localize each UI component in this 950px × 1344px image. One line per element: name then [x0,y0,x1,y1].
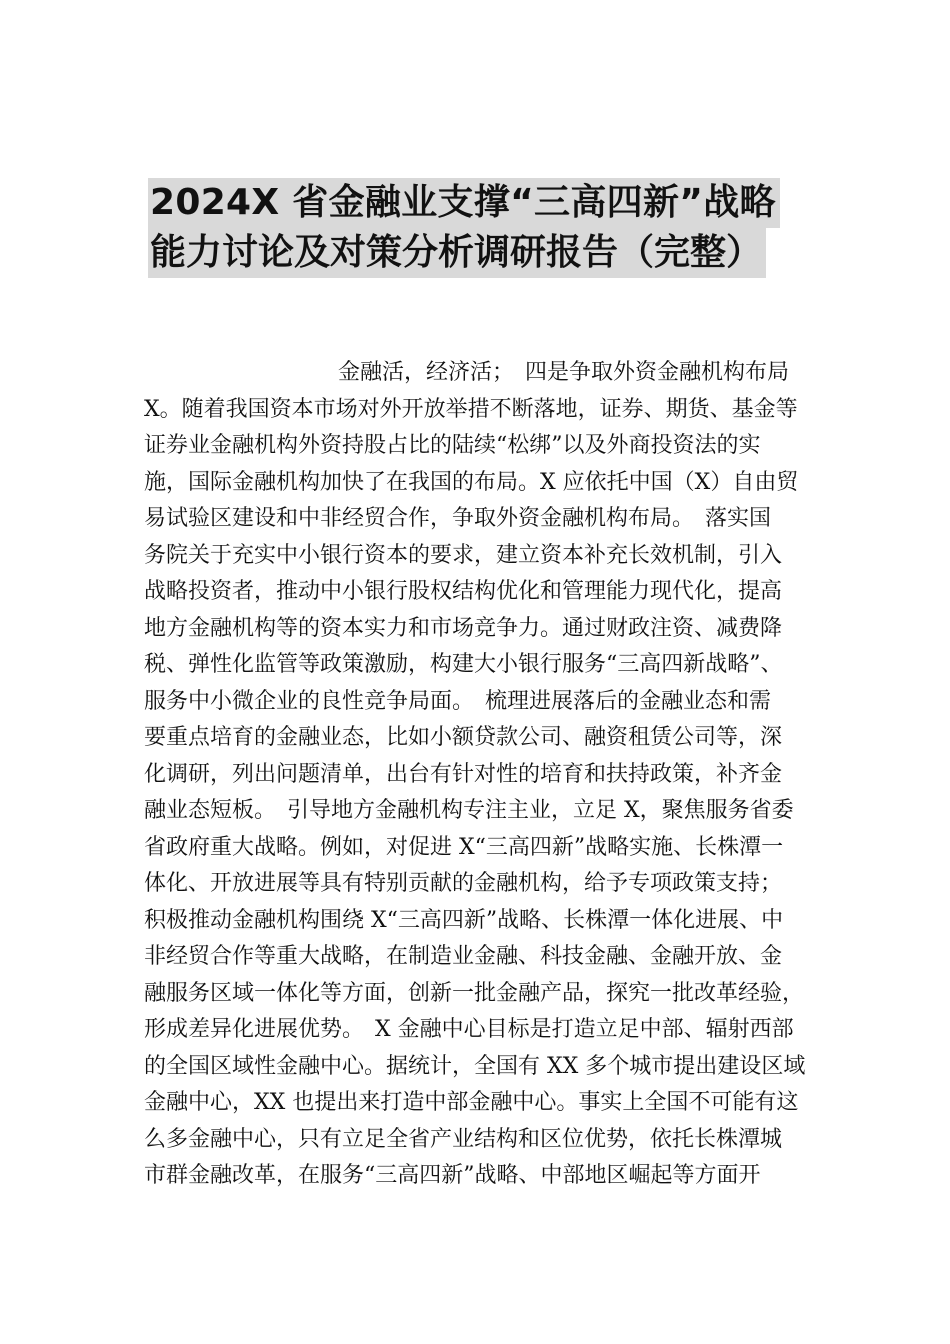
body-line: 积极推动金融机构围绕 X“三高四新”战略、长株潭一体化进展、中 [144,907,784,933]
body-line: 要重点培育的金融业态，比如小额贷款公司、融资租赁公司等，深 [144,725,783,750]
body-line: 战略投资者，推动中小银行股权结构优化和管理能力现代化，提高 [144,579,783,604]
body-line: 化调研，列出问题清单，出台有针对性的培育和扶持政策，补齐金 [144,761,783,787]
body-line: 的全国区域性金融中心。据统计，全国有 XX 多个城市提出建设区域 [144,1053,806,1079]
body-line: 体化、开放进展等具有特别贡献的金融机构，给予专项政策支持； [144,871,783,896]
body-line: 市群金融改革，在服务“三高四新”战略、中部地区崛起等方面开 [144,1163,761,1188]
body-line: 省政府重大战略。例如，对促进 X“三高四新”战略实施、长株潭一 [144,834,784,860]
document-title [148,178,808,278]
title-line-2: 能力讨论及对策分析调研报告（完整） [148,228,766,278]
body-line: 务院关于充实中小银行资本的要求，建立资本补充长效机制，引入 [144,542,783,568]
body-line: 非经贸合作等重大战略，在制造业金融、科技金融、金融开放、金 [144,944,783,969]
body-line: 施，国际金融机构加快了在我国的布局。X 应依托中国（X）自由贸 [144,469,799,495]
body-line: 证券业金融机构外资持股占比的陆续“松绑”以及外商投资法的实 [144,433,761,458]
body-line: 形成差异化进展优势。 X 金融中心目标是打造立足中部、辐射西部 [144,1017,794,1042]
title-line-1: 2024X 省金融业支撑“三高四新”战略 [148,178,780,228]
body-line: 金融活，经济活； 四是争取外资金融机构布局 [338,360,790,385]
body-line: 金融中心，XX 也提出来打造中部金融中心。事实上全国不可能有这 [144,1090,799,1115]
body-line: 么多金融中心，只有立足全省产业结构和区位优势，依托长株潭城 [144,1126,783,1152]
body-line: X。随着我国资本市场对外开放举措不断落地，证券、期货、基金等 [144,396,798,422]
body-line: 易试验区建设和中非经贸合作，争取外资金融机构布局。 落实国 [144,506,772,531]
body-line: 地方金融机构等的资本实力和市场竞争力。通过财政注资、减费降 [144,615,783,641]
body-line: 融服务区域一体化等方面，创新一批金融产品，探究一批改革经验， [144,980,805,1006]
body-line: 税、弹性化监管等政策激励，构建大小银行服务“三高四新战略”、 [144,652,783,677]
document-body [144,355,814,1195]
body-line: 融业态短板。 引导地方金融机构专注主业，立足 X，聚焦服务省委 [144,798,794,823]
body-line: 服务中小微企业的良性竞争局面。 梳理进展落后的金融业态和需 [144,688,772,714]
